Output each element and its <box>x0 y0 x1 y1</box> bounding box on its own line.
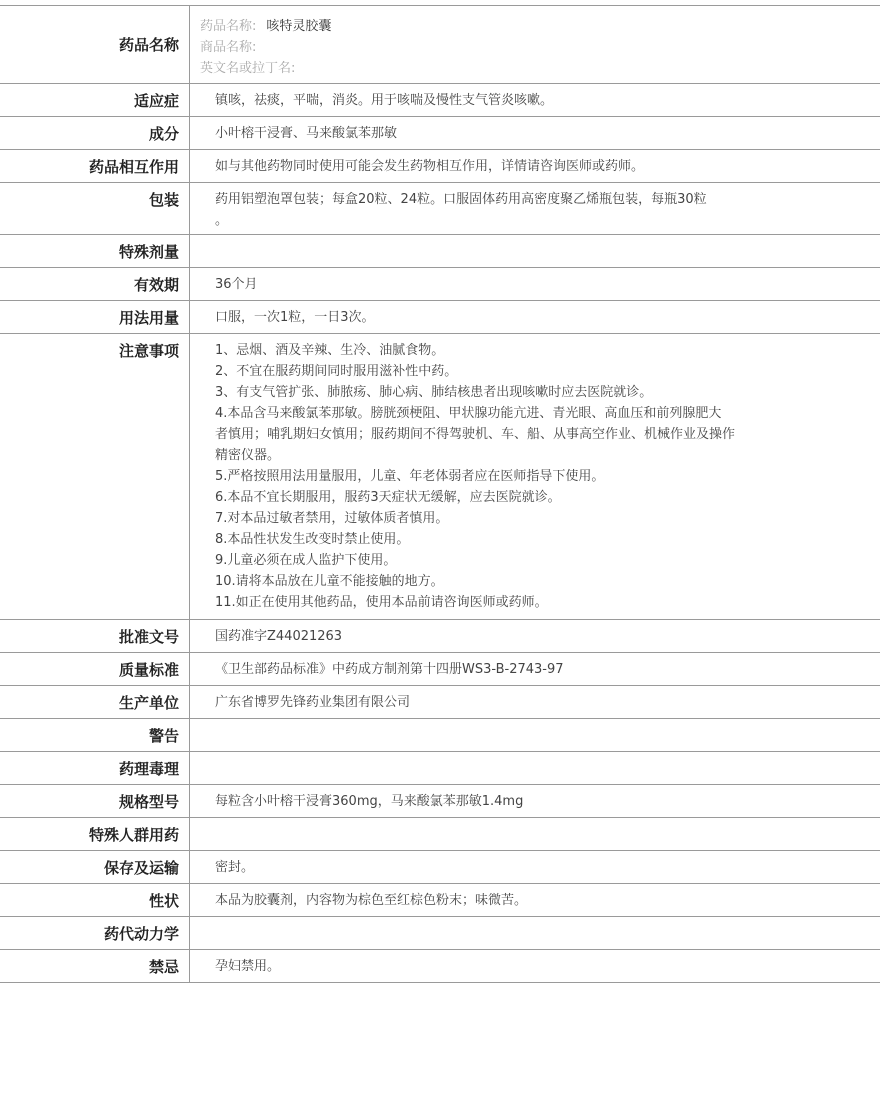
label-special-dosage: 特殊剂量 <box>0 235 190 267</box>
value-ingredients: 小叶榕干浸膏、马来酸氯苯那敏 <box>215 126 398 141</box>
value-manufacturer: 广东省博罗先锋药业集团有限公司 <box>215 695 411 710</box>
generic-name-value: 咳特灵胶囊 <box>266 19 332 34</box>
value-quality-standard: 《卫生部药品标准》中药成方制剂第十四册WS3-B-2743-97 <box>215 662 564 677</box>
generic-name-line <box>200 16 870 37</box>
row-pharmacokinetics <box>0 917 880 950</box>
label-packaging: 包装 <box>0 183 190 234</box>
label-drug-name: 药品名称 <box>0 6 190 83</box>
row-interactions <box>0 150 880 183</box>
value-indications: 镇咳，祛痰，平喘，消炎。用于咳喘及慢性支气管炎咳嗽。 <box>215 93 554 108</box>
value-precautions <box>190 334 880 619</box>
value-approval-number: 国药准字Z44021263 <box>215 629 343 644</box>
label-special-population: 特殊人群用药 <box>0 818 190 850</box>
value-warning <box>190 719 880 751</box>
value-storage: 密封。 <box>215 860 255 875</box>
label-quality-standard: 质量标准 <box>0 653 190 685</box>
label-contraindications: 禁忌 <box>0 950 190 982</box>
packaging-line: 。 <box>215 213 229 228</box>
row-indications <box>0 84 880 117</box>
latin-name-key: 英文名或拉丁名: <box>200 61 296 76</box>
label-shelf-life: 有效期 <box>0 268 190 300</box>
row-warning <box>0 719 880 752</box>
row-usage <box>0 301 880 334</box>
precaution-item: 10.请将本品放在儿童不能接触的地方。 <box>215 574 444 589</box>
label-warning: 警告 <box>0 719 190 751</box>
precaution-item: 9.儿童必须在成人监护下使用。 <box>215 553 397 568</box>
row-drug-name <box>0 6 880 84</box>
label-storage: 保存及运输 <box>0 851 190 883</box>
value-special-dosage <box>190 235 880 267</box>
precaution-item: 5.严格按照用法用量服用，儿童、年老体弱者应在医师指导下使用。 <box>215 469 605 484</box>
trade-name-key: 商品名称: <box>200 40 257 55</box>
value-packaging <box>190 183 880 234</box>
label-manufacturer: 生产单位 <box>0 686 190 718</box>
row-ingredients <box>0 117 880 150</box>
row-appearance <box>0 884 880 917</box>
packaging-line: 药用铝塑泡罩包装；每盒20粒、24粒。口服固体药用高密度聚乙烯瓶包装，每瓶30粒 <box>215 192 707 207</box>
label-specification: 规格型号 <box>0 785 190 817</box>
row-approval-number <box>0 620 880 653</box>
trade-name-line <box>200 37 870 58</box>
precaution-item: 4.本品含马来酸氯苯那敏。膀胱颈梗阻、甲状腺功能亢进、青光眼、高血压和前列腺肥大 <box>215 406 722 421</box>
label-indications: 适应症 <box>0 84 190 116</box>
row-precautions <box>0 334 880 620</box>
row-specification <box>0 785 880 818</box>
label-interactions: 药品相互作用 <box>0 150 190 182</box>
value-appearance: 本品为胶囊剂，内容物为棕色至红棕色粉末；味微苦。 <box>215 893 528 908</box>
value-special-population <box>190 818 880 850</box>
value-shelf-life: 36个月 <box>215 277 258 292</box>
label-usage: 用法用量 <box>0 301 190 333</box>
precaution-item: 2、不宜在服药期间同时服用滋补性中药。 <box>215 364 458 379</box>
precaution-item: 3、有支气管扩张、肺脓疡、肺心病、肺结核患者出现咳嗽时应去医院就诊。 <box>215 385 653 400</box>
row-shelf-life <box>0 268 880 301</box>
value-contraindications: 孕妇禁用。 <box>215 959 281 974</box>
precaution-item: 8.本品性状发生改变时禁止使用。 <box>215 532 410 547</box>
value-drug-name <box>190 6 880 83</box>
row-manufacturer <box>0 686 880 719</box>
row-special-dosage <box>0 235 880 268</box>
row-packaging <box>0 183 880 235</box>
precaution-item: 精密仪器。 <box>215 448 281 463</box>
value-pharmacokinetics <box>190 917 880 949</box>
precaution-item: 者慎用；哺乳期妇女慎用；服药期间不得驾驶机、车、船、从事高空作业、机械作业及操作 <box>215 427 736 442</box>
label-precautions: 注意事项 <box>0 334 190 619</box>
row-storage <box>0 851 880 884</box>
label-approval-number: 批准文号 <box>0 620 190 652</box>
label-pharmacokinetics: 药代动力学 <box>0 917 190 949</box>
precaution-item: 7.对本品过敏者禁用，过敏体质者慎用。 <box>215 511 449 526</box>
row-toxicology <box>0 752 880 785</box>
value-usage: 口服，一次1粒，一日3次。 <box>215 310 375 325</box>
row-contraindications <box>0 950 880 983</box>
precaution-item: 1、忌烟、酒及辛辣、生冷、油腻食物。 <box>215 343 445 358</box>
label-ingredients: 成分 <box>0 117 190 149</box>
generic-name-key: 药品名称: <box>200 19 257 34</box>
value-specification: 每粒含小叶榕干浸膏360mg，马来酸氯苯那敏1.4mg <box>215 794 524 809</box>
row-quality-standard <box>0 653 880 686</box>
value-toxicology <box>190 752 880 784</box>
label-appearance: 性状 <box>0 884 190 916</box>
label-toxicology: 药理毒理 <box>0 752 190 784</box>
value-interactions: 如与其他药物同时使用可能会发生药物相互作用，详情请咨询医师或药师。 <box>215 159 645 174</box>
precaution-item: 11.如正在使用其他药品，使用本品前请咨询医师或药师。 <box>215 595 548 610</box>
latin-name-line <box>200 58 870 79</box>
row-special-population <box>0 818 880 851</box>
precaution-item: 6.本品不宜长期服用，服药3天症状无缓解，应去医院就诊。 <box>215 490 561 505</box>
drug-info-table <box>0 5 880 983</box>
